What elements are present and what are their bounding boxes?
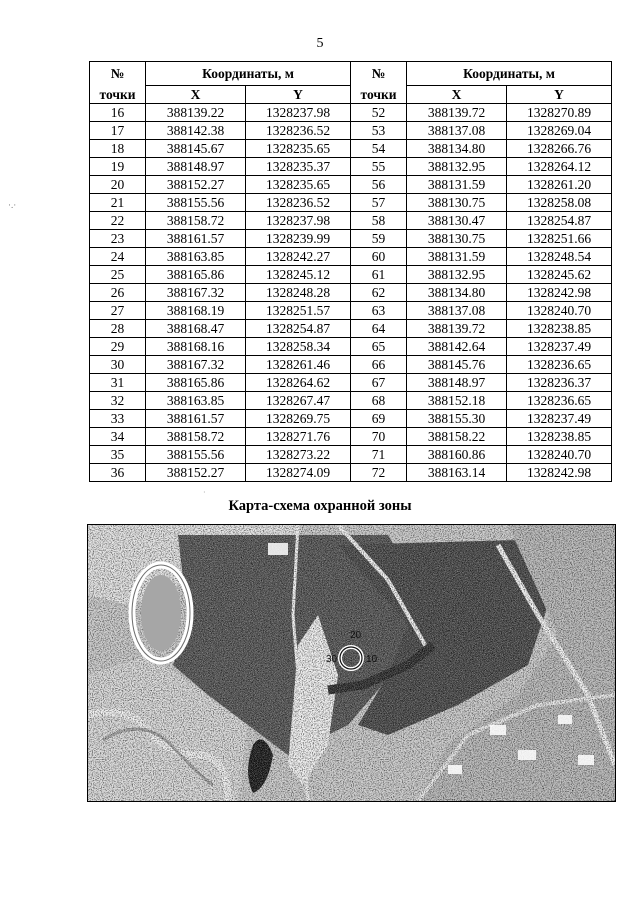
x-coordinate-cell: 388148.97 bbox=[407, 374, 507, 392]
y-coordinate-cell: 1328238.85 bbox=[507, 428, 612, 446]
y-coordinate-cell: 1328235.65 bbox=[246, 176, 351, 194]
y-coordinate-cell: 1328273.22 bbox=[246, 446, 351, 464]
x-coordinate-cell: 388152.27 bbox=[146, 464, 246, 482]
x-coordinate-cell: 388168.19 bbox=[146, 302, 246, 320]
point-number-cell: 62 bbox=[351, 284, 407, 302]
point-number-cell: 17 bbox=[90, 122, 146, 140]
y-coordinate-cell: 1328248.54 bbox=[507, 248, 612, 266]
x-coordinate-cell: 388168.16 bbox=[146, 338, 246, 356]
table-row bbox=[90, 122, 612, 140]
point-number-cell: 36 bbox=[90, 464, 146, 482]
table-row bbox=[90, 374, 612, 392]
point-number-cell: 16 bbox=[90, 104, 146, 122]
y-coordinate-cell: 1328251.66 bbox=[507, 230, 612, 248]
y-coordinate-cell: 1328261.46 bbox=[246, 356, 351, 374]
x-coordinate-cell: 388142.38 bbox=[146, 122, 246, 140]
y-coordinate-cell: 1328236.52 bbox=[246, 122, 351, 140]
header-x-left: X bbox=[146, 86, 246, 104]
point-number-cell: 33 bbox=[90, 410, 146, 428]
x-coordinate-cell: 388139.72 bbox=[407, 320, 507, 338]
point-number-cell: 20 bbox=[90, 176, 146, 194]
point-number-cell: 34 bbox=[90, 428, 146, 446]
scan-artifact-dot: · bbox=[203, 488, 206, 497]
table-row bbox=[90, 176, 612, 194]
y-coordinate-cell: 1328269.04 bbox=[507, 122, 612, 140]
y-coordinate-cell: 1328236.65 bbox=[507, 392, 612, 410]
point-number-cell: 21 bbox=[90, 194, 146, 212]
table-row bbox=[90, 392, 612, 410]
x-coordinate-cell: 388142.64 bbox=[407, 338, 507, 356]
x-coordinate-cell: 388155.56 bbox=[146, 194, 246, 212]
point-number-cell: 71 bbox=[351, 446, 407, 464]
table-subheader-row bbox=[90, 86, 612, 104]
x-coordinate-cell: 388132.95 bbox=[407, 266, 507, 284]
header-coordinates-right: Координаты, м bbox=[407, 62, 612, 86]
table-row bbox=[90, 248, 612, 266]
point-number-cell: 25 bbox=[90, 266, 146, 284]
y-coordinate-cell: 1328271.76 bbox=[246, 428, 351, 446]
point-number-cell: 65 bbox=[351, 338, 407, 356]
y-coordinate-cell: 1328239.99 bbox=[246, 230, 351, 248]
x-coordinate-cell: 388132.95 bbox=[407, 158, 507, 176]
x-coordinate-cell: 388158.72 bbox=[146, 212, 246, 230]
point-number-cell: 29 bbox=[90, 338, 146, 356]
point-number-cell: 69 bbox=[351, 410, 407, 428]
x-coordinate-cell: 388168.47 bbox=[146, 320, 246, 338]
point-number-cell: 18 bbox=[90, 140, 146, 158]
x-coordinate-cell: 388145.76 bbox=[407, 356, 507, 374]
x-coordinate-cell: 388134.80 bbox=[407, 140, 507, 158]
x-coordinate-cell: 388152.18 bbox=[407, 392, 507, 410]
table-body bbox=[90, 104, 612, 482]
point-number-cell: 58 bbox=[351, 212, 407, 230]
y-coordinate-cell: 1328264.62 bbox=[246, 374, 351, 392]
x-coordinate-cell: 388131.59 bbox=[407, 248, 507, 266]
header-point-number-right bbox=[351, 62, 407, 86]
x-coordinate-cell: 388161.57 bbox=[146, 410, 246, 428]
x-coordinate-cell: 388161.57 bbox=[146, 230, 246, 248]
x-coordinate-cell: 388155.30 bbox=[407, 410, 507, 428]
table-row bbox=[90, 284, 612, 302]
point-number-cell: 60 bbox=[351, 248, 407, 266]
y-coordinate-cell: 1328238.85 bbox=[507, 320, 612, 338]
point-number-cell: 66 bbox=[351, 356, 407, 374]
point-number-cell: 67 bbox=[351, 374, 407, 392]
header-point-number-left bbox=[90, 62, 146, 86]
x-coordinate-cell: 388130.75 bbox=[407, 230, 507, 248]
y-coordinate-cell: 1328245.12 bbox=[246, 266, 351, 284]
header-y-right: Y bbox=[507, 86, 612, 104]
point-number-cell: 22 bbox=[90, 212, 146, 230]
y-coordinate-cell: 1328269.75 bbox=[246, 410, 351, 428]
point-number-cell: 19 bbox=[90, 158, 146, 176]
x-coordinate-cell: 388130.47 bbox=[407, 212, 507, 230]
x-coordinate-cell: 388163.14 bbox=[407, 464, 507, 482]
point-number-cell: 63 bbox=[351, 302, 407, 320]
table-row bbox=[90, 104, 612, 122]
table-row bbox=[90, 140, 612, 158]
y-coordinate-cell: 1328240.70 bbox=[507, 446, 612, 464]
header-y-left: Y bbox=[246, 86, 351, 104]
y-coordinate-cell: 1328261.20 bbox=[507, 176, 612, 194]
point-number-cell: 54 bbox=[351, 140, 407, 158]
x-coordinate-cell: 388158.22 bbox=[407, 428, 507, 446]
point-number-cell: 52 bbox=[351, 104, 407, 122]
table-row bbox=[90, 266, 612, 284]
y-coordinate-cell: 1328248.28 bbox=[246, 284, 351, 302]
table-row bbox=[90, 230, 612, 248]
y-coordinate-cell: 1328240.70 bbox=[507, 302, 612, 320]
y-coordinate-cell: 1328242.98 bbox=[507, 464, 612, 482]
y-coordinate-cell: 1328236.65 bbox=[507, 356, 612, 374]
y-coordinate-cell: 1328245.62 bbox=[507, 266, 612, 284]
y-coordinate-cell: 1328270.89 bbox=[507, 104, 612, 122]
x-coordinate-cell: 388139.22 bbox=[146, 104, 246, 122]
y-coordinate-cell: 1328274.09 bbox=[246, 464, 351, 482]
table-row bbox=[90, 446, 612, 464]
coordinates-table bbox=[89, 61, 612, 482]
table-row bbox=[90, 212, 612, 230]
y-coordinate-cell: 1328264.12 bbox=[507, 158, 612, 176]
point-number-cell: 64 bbox=[351, 320, 407, 338]
x-coordinate-cell: 388167.32 bbox=[146, 284, 246, 302]
y-coordinate-cell: 1328237.98 bbox=[246, 104, 351, 122]
x-coordinate-cell: 388148.97 bbox=[146, 158, 246, 176]
y-coordinate-cell: 1328251.57 bbox=[246, 302, 351, 320]
x-coordinate-cell: 388163.85 bbox=[146, 392, 246, 410]
point-number-cell: 35 bbox=[90, 446, 146, 464]
x-coordinate-cell: 388139.72 bbox=[407, 104, 507, 122]
table-header-row bbox=[90, 62, 612, 86]
y-coordinate-cell: 1328242.27 bbox=[246, 248, 351, 266]
map-title: Карта-схема охранной зоны bbox=[228, 498, 412, 514]
point-number-cell: 68 bbox=[351, 392, 407, 410]
point-number-cell: 57 bbox=[351, 194, 407, 212]
header-coordinates-left: Координаты, м bbox=[146, 62, 351, 86]
x-coordinate-cell: 388158.72 bbox=[146, 428, 246, 446]
y-coordinate-cell: 1328237.49 bbox=[507, 338, 612, 356]
y-coordinate-cell: 1328266.76 bbox=[507, 140, 612, 158]
x-coordinate-cell: 388165.86 bbox=[146, 266, 246, 284]
page-number: 5 bbox=[316, 36, 324, 51]
point-number-cell: 55 bbox=[351, 158, 407, 176]
point-number-cell: 23 bbox=[90, 230, 146, 248]
marker-label-right: 10 bbox=[366, 654, 378, 665]
x-coordinate-cell: 388152.27 bbox=[146, 176, 246, 194]
y-coordinate-cell: 1328235.37 bbox=[246, 158, 351, 176]
point-number-cell: 56 bbox=[351, 176, 407, 194]
y-coordinate-cell: 1328236.37 bbox=[507, 374, 612, 392]
table-row bbox=[90, 320, 612, 338]
point-number-cell: 26 bbox=[90, 284, 146, 302]
y-coordinate-cell: 1328237.98 bbox=[246, 212, 351, 230]
y-coordinate-cell: 1328242.98 bbox=[507, 284, 612, 302]
header-no-label: № bbox=[371, 66, 386, 82]
x-coordinate-cell: 388160.86 bbox=[407, 446, 507, 464]
point-number-cell: 59 bbox=[351, 230, 407, 248]
header-point-label-right: точки bbox=[351, 86, 407, 104]
point-number-cell: 24 bbox=[90, 248, 146, 266]
y-coordinate-cell: 1328235.65 bbox=[246, 140, 351, 158]
x-coordinate-cell: 388165.86 bbox=[146, 374, 246, 392]
table-row bbox=[90, 356, 612, 374]
y-coordinate-cell: 1328254.87 bbox=[246, 320, 351, 338]
aerial-map bbox=[87, 524, 616, 802]
marker-label-left: 30 bbox=[326, 654, 338, 665]
y-coordinate-cell: 1328258.34 bbox=[246, 338, 351, 356]
y-coordinate-cell: 1328258.08 bbox=[507, 194, 612, 212]
x-coordinate-cell: 388134.80 bbox=[407, 284, 507, 302]
point-number-cell: 72 bbox=[351, 464, 407, 482]
point-number-cell: 53 bbox=[351, 122, 407, 140]
table-row bbox=[90, 428, 612, 446]
y-coordinate-cell: 1328254.87 bbox=[507, 212, 612, 230]
point-number-cell: 31 bbox=[90, 374, 146, 392]
scan-artifact: ·.· bbox=[8, 200, 17, 210]
x-coordinate-cell: 388130.75 bbox=[407, 194, 507, 212]
table-row bbox=[90, 464, 612, 482]
x-coordinate-cell: 388145.67 bbox=[146, 140, 246, 158]
table-row bbox=[90, 302, 612, 320]
y-coordinate-cell: 1328267.47 bbox=[246, 392, 351, 410]
point-number-cell: 27 bbox=[90, 302, 146, 320]
header-x-right: X bbox=[407, 86, 507, 104]
point-number-cell: 28 bbox=[90, 320, 146, 338]
x-coordinate-cell: 388137.08 bbox=[407, 302, 507, 320]
table-row bbox=[90, 158, 612, 176]
point-number-cell: 32 bbox=[90, 392, 146, 410]
point-number-cell: 61 bbox=[351, 266, 407, 284]
table-row bbox=[90, 410, 612, 428]
x-coordinate-cell: 388163.85 bbox=[146, 248, 246, 266]
point-number-cell: 70 bbox=[351, 428, 407, 446]
header-point-label-left: точки bbox=[90, 86, 146, 104]
y-coordinate-cell: 1328236.52 bbox=[246, 194, 351, 212]
x-coordinate-cell: 388131.59 bbox=[407, 176, 507, 194]
y-coordinate-cell: 1328237.49 bbox=[507, 410, 612, 428]
x-coordinate-cell: 388167.32 bbox=[146, 356, 246, 374]
point-number-cell: 30 bbox=[90, 356, 146, 374]
header-no-label: № bbox=[110, 66, 125, 82]
aerial-map-image bbox=[88, 525, 615, 801]
x-coordinate-cell: 388155.56 bbox=[146, 446, 246, 464]
table-row bbox=[90, 338, 612, 356]
x-coordinate-cell: 388137.08 bbox=[407, 122, 507, 140]
table-row bbox=[90, 194, 612, 212]
marker-label-top: 20 bbox=[350, 630, 362, 641]
